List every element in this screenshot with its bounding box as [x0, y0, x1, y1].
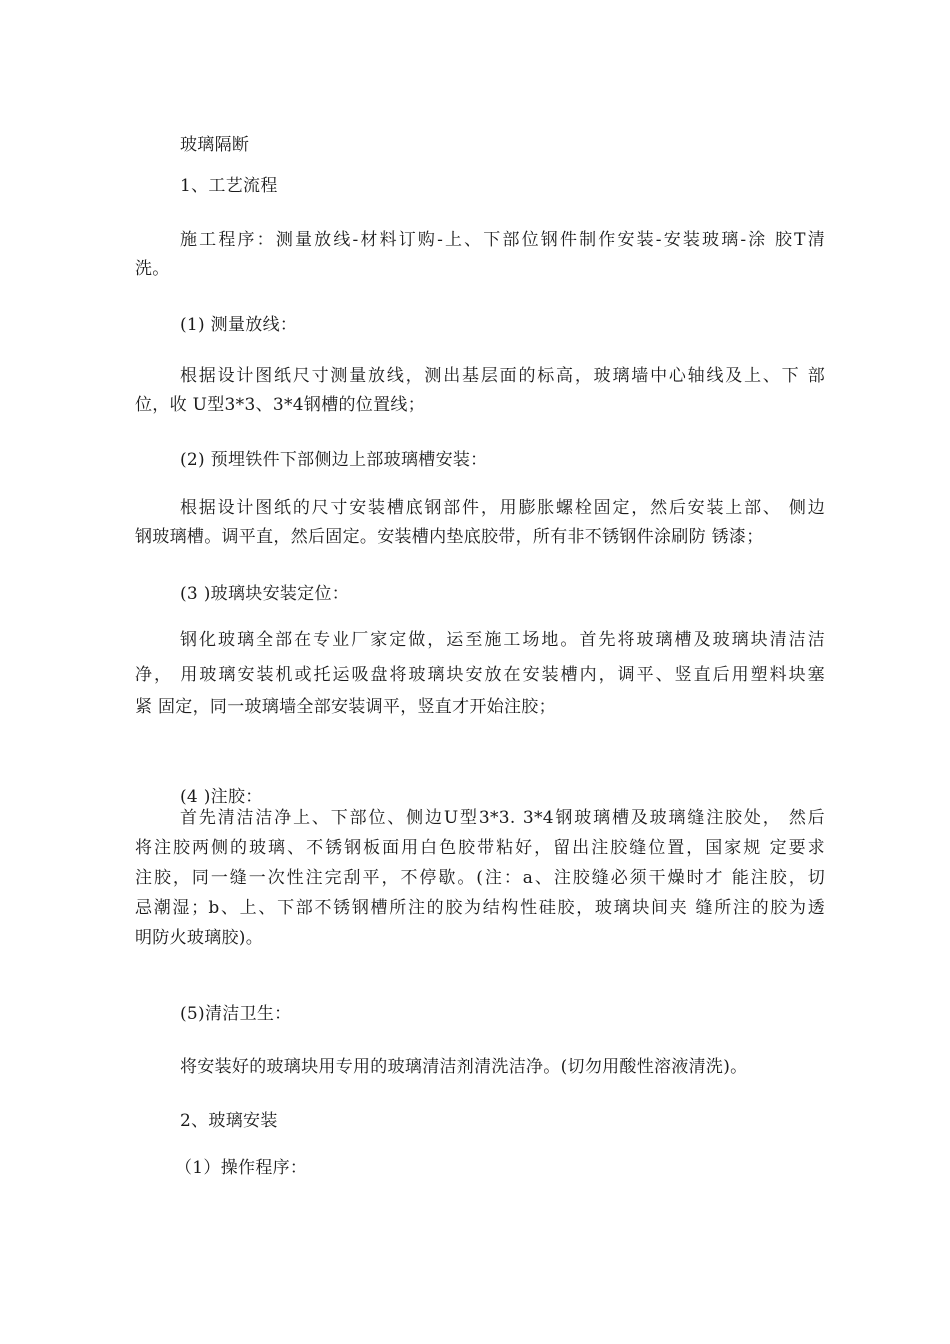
step-4-line-3: 注胶，同一缝一次性注完刮平，不停歇。(注：a、注胶缝必须干燥时才 能注胶，切 [135, 868, 825, 888]
step-1-heading: (1) 测量放线： [180, 315, 298, 335]
step-3-body [135, 626, 825, 719]
step-1-body [135, 362, 825, 420]
step-4-line-2: 将注胶两侧的玻璃、不锈钢板面用白色胶带粘好，留出注胶缝位置，国家规 定要求 [135, 838, 825, 858]
document-title: 玻璃隔断 [180, 135, 250, 155]
procedure-line-2: 洗。 [135, 259, 170, 279]
step-4-line-4: 忌潮湿；b、上、下部不锈钢槽所注的胶为结构性硅胶，玻璃块间夹 缝所注的胶为透 [135, 898, 825, 918]
step-4-body [135, 803, 825, 953]
step-2-line-1: 根据设计图纸的尺寸安装槽底钢部件，用膨胀螺栓固定，然后安装上部、 侧边 [180, 498, 825, 518]
step-1-line-1: 根据设计图纸尺寸测量放线，测出基层面的标高，玻璃墙中心轴线及上、下 部 [180, 366, 825, 386]
step-4-line-5: 明防火玻璃胶)。 [135, 928, 264, 948]
section-heading-process: 1、工艺流程 [180, 176, 278, 196]
step-5-body: 将安装好的玻璃块用专用的玻璃清洁剂清洗洁净。(切勿用酸性溶液清洗)。 [180, 1057, 748, 1077]
step-3-line-2: 净， 用玻璃安装机或托运吸盘将玻璃块安放在安装槽内，调平、竖直后用塑料块塞 [135, 665, 825, 685]
procedure-paragraph [135, 226, 825, 284]
step-1-line-2: 位，收 U型3*3、3*4钢槽的位置线； [135, 395, 425, 415]
step-2-body [135, 494, 825, 552]
step-4-heading: (4 )注胶： [180, 787, 263, 807]
step-4-line-1: 首先清洁洁净上、下部位、侧边U型3*3. 3*4钢玻璃槽及玻璃缝注胶处， 然后 [180, 808, 825, 828]
section-2-step-1-heading: （1）操作程序： [175, 1158, 308, 1178]
step-2-heading: (2) 预埋铁件下部侧边上部玻璃槽安装： [180, 450, 488, 470]
step-5-heading: (5)清洁卫生： [180, 1004, 292, 1024]
step-2-line-2: 钢玻璃槽。调平直，然后固定。安装槽内垫底胶带，所有非不锈钢件涂刷防 锈漆； [135, 527, 764, 547]
section-heading-glass-install: 2、玻璃安装 [180, 1111, 278, 1131]
procedure-line-1: 施工程序：测量放线-材料订购-上、下部位钢件制作安装-安装玻璃-涂 胶T清 [180, 230, 825, 250]
step-3-line-3: 紧 固定，同一玻璃墙全部安装调平，竖直才开始注胶； [135, 697, 556, 717]
step-3-heading: (3 )玻璃块安装定位： [180, 584, 350, 604]
step-3-line-1: 钢化玻璃全部在专业厂家定做，运至施工场地。首先将玻璃槽及玻璃块清洁洁 [180, 630, 825, 650]
